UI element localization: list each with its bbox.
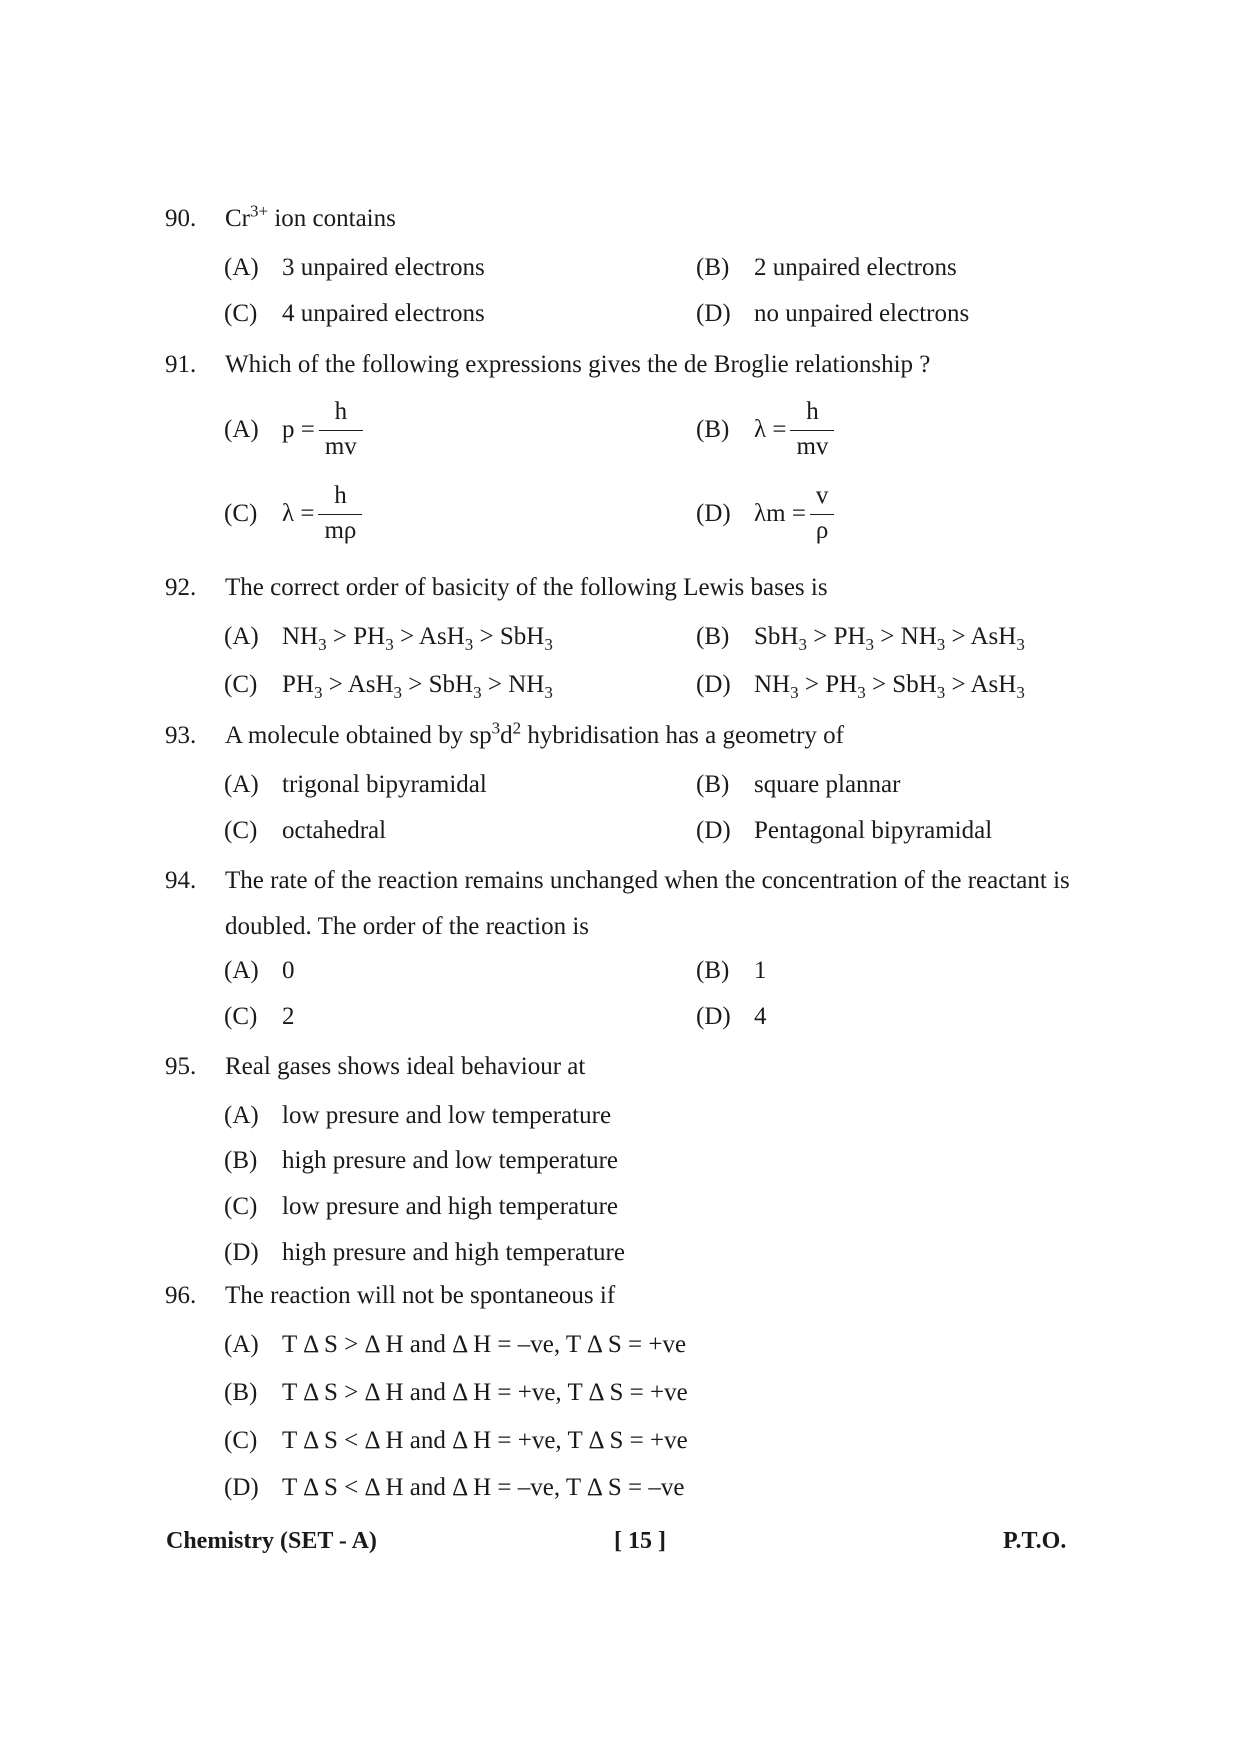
greater-than-sign: > bbox=[473, 623, 500, 650]
fraction: $\frac{h}{mv}$ bbox=[790, 398, 834, 461]
greater-than-sign: > bbox=[798, 671, 826, 698]
question-text: $Cr^{3+}$ ion contains bbox=[225, 201, 396, 232]
greater-than-sign: > bbox=[806, 623, 834, 650]
question-number: 96. bbox=[165, 1282, 197, 1309]
greater-than-sign: > bbox=[402, 671, 429, 698]
formula-base: PH bbox=[282, 671, 314, 698]
footer-pto: P.T.O. bbox=[1003, 1528, 1067, 1554]
fraction: $\frac{h}{m\rho}$ bbox=[318, 482, 362, 545]
greater-than-sign: > bbox=[326, 623, 354, 650]
footer-subject: Chemistry (SET - A) bbox=[166, 1528, 377, 1554]
greater-than-sign: > bbox=[874, 623, 901, 650]
question-number: 94. bbox=[165, 867, 197, 894]
question-text: A molecule obtained by $sp^3d^2$ hybridisation has a geometry of bbox=[225, 718, 844, 749]
formula-subscript: 3 bbox=[385, 635, 394, 654]
formula-base: SbH bbox=[754, 623, 799, 650]
formula bbox=[282, 671, 553, 702]
formula-subscript: 3 bbox=[544, 635, 553, 654]
formula-base: AsH bbox=[970, 623, 1017, 650]
formula bbox=[754, 671, 1025, 702]
formula-base: PH bbox=[825, 671, 858, 698]
question-text: Real gases shows ideal behaviour at bbox=[225, 1053, 586, 1080]
formula bbox=[754, 623, 1025, 654]
formula-base: AsH bbox=[970, 671, 1017, 698]
question-number: 95. bbox=[165, 1053, 197, 1080]
fraction: $\frac{h}{mv}$ bbox=[319, 398, 363, 461]
formula-subscript: 3 bbox=[544, 683, 553, 702]
question-text: The correct order of basicity of the following Lewis bases is bbox=[225, 574, 828, 601]
formula-subscript: 3 bbox=[1016, 683, 1025, 702]
formula-subscript: 3 bbox=[857, 683, 866, 702]
formula-subscript: 3 bbox=[1016, 635, 1025, 654]
question-text: Which of the following expressions gives the de Broglie relationship ? bbox=[225, 351, 931, 378]
formula-base: SbH bbox=[428, 671, 474, 698]
formula-subscript: 3 bbox=[393, 683, 403, 702]
question-number: 91. bbox=[165, 351, 197, 378]
formula-subscript: 3 bbox=[865, 635, 875, 654]
formula-subscript: 3 bbox=[936, 635, 946, 654]
question-text: The reaction will not be spontaneous if bbox=[225, 1282, 616, 1309]
greater-than-sign: > bbox=[322, 671, 348, 698]
formula-base: NH bbox=[754, 671, 791, 698]
formula-subscript: 3 bbox=[464, 635, 474, 654]
formula bbox=[282, 623, 553, 654]
question-number: 90. bbox=[165, 205, 197, 232]
formula-base: SbH bbox=[892, 671, 937, 698]
formula-subscript: 3 bbox=[313, 683, 323, 702]
formula-base: NH bbox=[282, 623, 319, 650]
formula-base: NH bbox=[900, 623, 937, 650]
question-number: 93. bbox=[165, 722, 197, 749]
formula-base: AsH bbox=[347, 671, 394, 698]
fraction: $\frac{v}{\rho}$ bbox=[810, 482, 835, 545]
formula-subscript: 3 bbox=[473, 683, 482, 702]
formula-base: PH bbox=[353, 623, 386, 650]
formula-subscript: 3 bbox=[798, 635, 807, 654]
formula-base: SbH bbox=[499, 623, 545, 650]
greater-than-sign: > bbox=[865, 671, 893, 698]
formula-subscript: 3 bbox=[318, 635, 327, 654]
greater-than-sign: > bbox=[945, 623, 971, 650]
greater-than-sign: > bbox=[393, 623, 419, 650]
greater-than-sign: > bbox=[481, 671, 509, 698]
question-text: The rate of the reaction remains unchanged when the concentration of the reactant is doubled. The order of the reaction is bbox=[225, 867, 1070, 940]
footer-page-number: [ 15 ] bbox=[614, 1528, 666, 1554]
formula-subscript: 3 bbox=[790, 683, 799, 702]
formula-subscript: 3 bbox=[936, 683, 946, 702]
formula-base: NH bbox=[508, 671, 545, 698]
formula-base: AsH bbox=[418, 623, 465, 650]
question-number: 92. bbox=[165, 574, 197, 601]
greater-than-sign: > bbox=[945, 671, 971, 698]
formula-base: PH bbox=[833, 623, 866, 650]
